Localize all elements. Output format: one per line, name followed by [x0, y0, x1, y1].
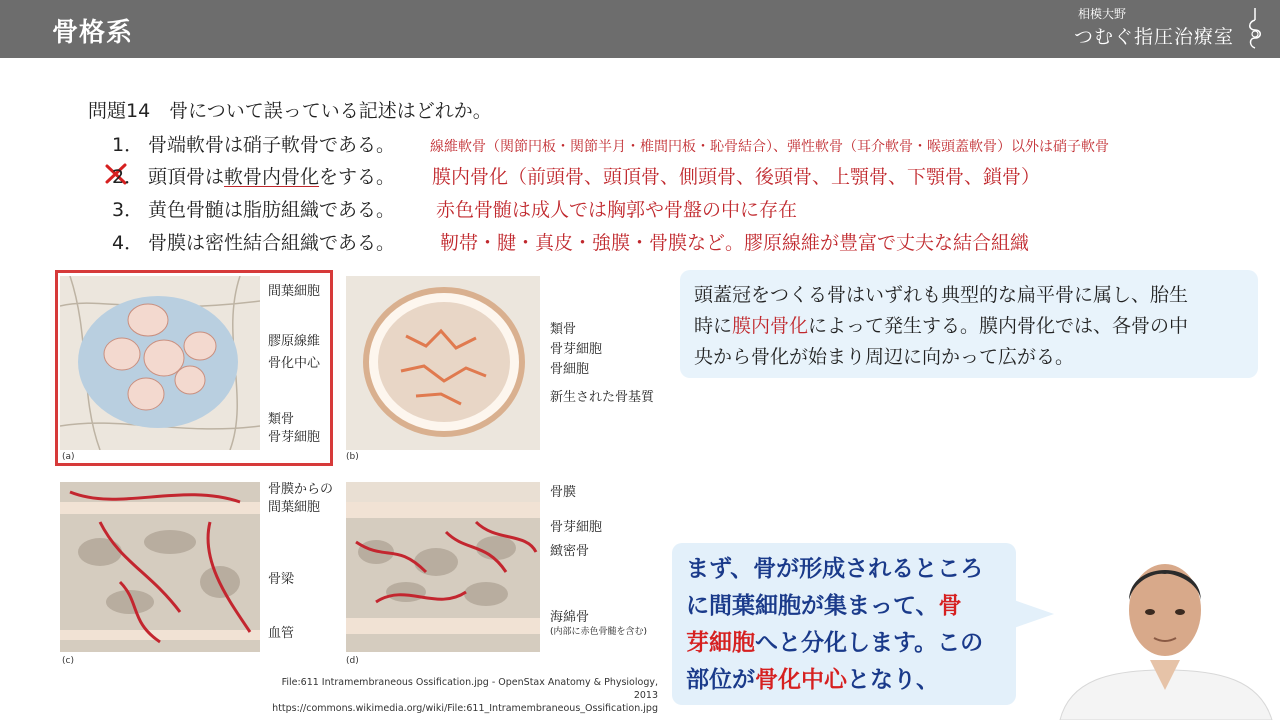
figure-b-drawing [346, 276, 540, 450]
info-line-2-post: によって発生する。膜内骨化では、各骨の中 [808, 315, 1189, 337]
choice-4 [112, 228, 395, 255]
choice-3 [112, 195, 395, 222]
choice-number: 1． [112, 134, 144, 156]
figure-d-illustration [346, 482, 540, 652]
speech-line-3-highlight: 芽細胞 [686, 630, 755, 656]
choice-text-pre: 頭頂骨は [148, 166, 225, 188]
choice-number: 4． [112, 232, 144, 254]
choice-text-post: をする。 [319, 166, 396, 188]
choice-text-underlined: 軟骨内骨化 [224, 166, 320, 188]
choice-4-note: 靭帯・腱・真皮・強膜・骨膜など。膠原線維が豊富で丈夫な結合組織 [440, 232, 1030, 254]
choice-statement: 黄色骨髄は脂肪組織である。 [148, 199, 396, 221]
brand-subtitle: 相模大野 [1077, 7, 1126, 21]
label-osteoid: 類骨 [550, 322, 577, 337]
label-periosteal-mesenchyme-1: 骨膜からの [268, 482, 334, 497]
credit-line-1: File:611 Intramembraneous Ossification.jpg - OpenStax Anatomy & Physiology, 2013 [281, 677, 658, 701]
label-collagen-fiber: 膠原線維 [268, 334, 321, 349]
choice-2-note: 膜内骨化（前頭骨、頭頂骨、側頭骨、後頭骨、上顎骨、下顎骨、鎖骨） [432, 166, 1041, 188]
label-osteoid: 類骨 [268, 412, 295, 427]
panel-tag-d: (d) [346, 656, 359, 666]
figure-c-drawing [60, 482, 260, 652]
info-line-2 [694, 311, 1244, 342]
choice-1 [112, 130, 395, 157]
panel-tag-a: (a) [62, 452, 75, 462]
speech-line-4-highlight: 骨化中心 [755, 667, 847, 693]
label-osteocyte: 骨細胞 [550, 362, 590, 377]
info-line-1: 頭蓋冠をつくる骨はいずれも典型的な扁平骨に属し、胎生 [694, 284, 1189, 306]
choice-3-note: 赤色骨髄は成人では胸郭や骨盤の中に存在 [436, 199, 798, 221]
question-text: 問題14 骨について誤っている記述はどれか。 [88, 100, 492, 122]
speech-line-1: まず、骨が形成されるところ [686, 556, 984, 582]
speech-line-4-pre: 部位が [686, 667, 755, 693]
label-periosteal-mesenchyme-2: 間葉細胞 [268, 500, 321, 515]
speech-line-2-pre: に間葉細胞が集まって、 [686, 593, 939, 619]
panel-tag-b: (b) [346, 452, 359, 462]
label-osteoblast: 骨芽細胞 [550, 520, 603, 535]
label-periosteum: 骨膜 [550, 485, 577, 500]
speech-line-3-post: へと分化します。この [755, 630, 984, 656]
speech-line-4 [686, 662, 1002, 699]
credit-line-2: https://commons.wikimedia.org/wiki/File:611_Intramembraneous_Ossification.jpg [272, 703, 658, 714]
label-new-bone-matrix: 新生された骨基質 [550, 390, 655, 405]
image-credit [262, 676, 658, 715]
speech-bubble [672, 543, 1016, 705]
speech-line-4-post: となり、 [847, 667, 939, 693]
label-trabecula: 骨梁 [268, 572, 295, 587]
speech-line-2-highlight: 骨 [938, 593, 962, 619]
info-line-3: 央から骨化が始まり周辺に向かって広がる。 [694, 346, 1075, 368]
choice-number: 3． [112, 199, 144, 221]
info-line-2-pre: 時に [694, 315, 733, 337]
speech-line-2 [686, 588, 1002, 625]
info-line-2-highlight: 膜内骨化 [732, 315, 809, 337]
speech-bubble-tail [1014, 600, 1054, 628]
choice-1-note: 線維軟骨（関節円板・関節半月・椎間円板・恥骨結合）、弾性軟骨（耳介軟骨・喉頭蓋軟骨）以外は硝子軟骨 [430, 139, 1109, 155]
figure-c-illustration [60, 482, 260, 652]
label-compact-bone: 緻密骨 [550, 544, 590, 559]
label-osteoblast: 骨芽細胞 [550, 342, 603, 357]
choice-statement: 骨膜は密性結合組織である。 [148, 232, 396, 254]
label-osteoblast: 骨芽細胞 [268, 430, 321, 445]
choice-statement: 骨端軟骨は硝子軟骨である。 [148, 134, 396, 156]
brand-logo-icon [1242, 6, 1268, 52]
header-bar [0, 0, 1280, 58]
info-box [680, 270, 1258, 378]
figure-b-illustration [346, 276, 540, 450]
page-title: 骨格系 [52, 18, 134, 48]
choice-statement [148, 162, 395, 189]
brand [1074, 5, 1234, 49]
figure-d-drawing [346, 482, 540, 652]
brand-name: つむぐ指圧治療室 [1073, 26, 1234, 48]
label-spongy-bone: 海綿骨 [550, 610, 590, 625]
label-blood-vessel: 血管 [268, 626, 295, 641]
choice-number: 2． [112, 166, 144, 188]
label-mesenchymal-cell: 間葉細胞 [268, 284, 321, 299]
presenter-avatar [1050, 530, 1280, 720]
panel-tag-c: (c) [62, 656, 74, 666]
label-red-marrow-note: (内部に赤色骨髄を含む) [550, 627, 648, 637]
label-ossification-center: 骨化中心 [268, 356, 321, 371]
speech-line-3 [686, 625, 1002, 662]
choice-2 [112, 162, 395, 189]
